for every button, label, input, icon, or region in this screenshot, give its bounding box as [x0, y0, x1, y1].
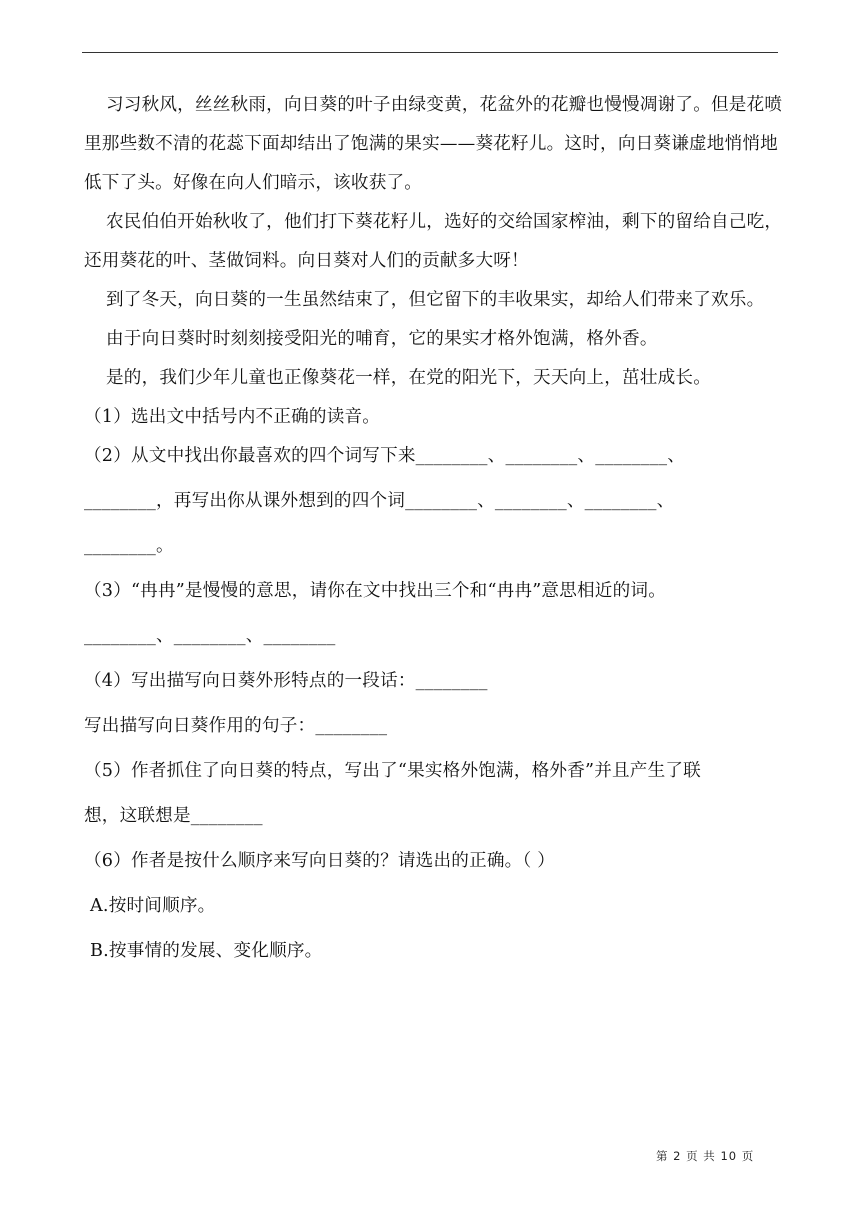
question-2-line-1: （2）从文中找出你最喜欢的四个词写下来________、________、________、 [84, 446, 685, 466]
document-body [84, 86, 784, 971]
page-number: 第 2 页 共 10 页 [656, 1149, 755, 1163]
question-1: （1）选出文中括号内不正确的读音。 [84, 407, 381, 427]
question-2-line-3: ________。 [84, 536, 174, 556]
question-6: （6）作者是按什么顺序来写向日葵的？请选出的正确。（ ） [84, 851, 556, 871]
passage-paragraph-3: 到了冬天，向日葵的一生虽然结束了，但它留下的丰收果实，却给人们带来了欢乐。 [106, 290, 765, 310]
question-4-line-2: 写出描写向日葵作用的句子：________ [84, 716, 388, 736]
passage-paragraph-5: 是的，我们少年儿童也正像葵花一样，在党的阳光下，天天向上，茁壮成长。 [106, 368, 711, 388]
header-rule [82, 52, 778, 53]
question-5-line-2: 想，这联想是________ [84, 806, 263, 826]
question-3-line-2: ________、________、________ [84, 626, 336, 646]
passage-paragraph-2: 农民伯伯开始秋收了，他们打下葵花籽儿，选好的交给国家榨油，剩下的留给自己吃，还用葵花的叶、茎做饲料。向日葵对人们的贡献多大呀！ [84, 212, 783, 271]
question-4-line-1: （4）写出描写向日葵外形特点的一段话：________ [84, 671, 488, 691]
question-3-line-1: （3）“冉冉”是慢慢的意思，请你在文中找出三个和“冉冉”意思相近的词。 [84, 581, 666, 601]
passage-paragraph-1: 习习秋风，丝丝秋雨，向日葵的叶子由绿变黄，花盆外的花瓣也慢慢凋谢了。但是花喷里那些数不清的花蕊下面却结出了饱满的果实——葵花籽儿。这时，向日葵谦虚地悄悄地低下了头。好像在向人们暗示，该收获了。 [84, 95, 783, 193]
passage-paragraph-4: 由于向日葵时时刻刻接受阳光的哺育，它的果实才格外饱满，格外香。 [106, 329, 658, 349]
option-a: A.按时间顺序。 [90, 896, 216, 916]
question-5-line-1: （5）作者抓住了向日葵的特点，写出了“果实格外饱满，格外香”并且产生了联 [84, 761, 701, 781]
option-b: B.按事情的发展、变化顺序。 [90, 941, 323, 961]
question-2-line-2: ________，再写出你从课外想到的四个词________、________、________、 [84, 491, 675, 511]
